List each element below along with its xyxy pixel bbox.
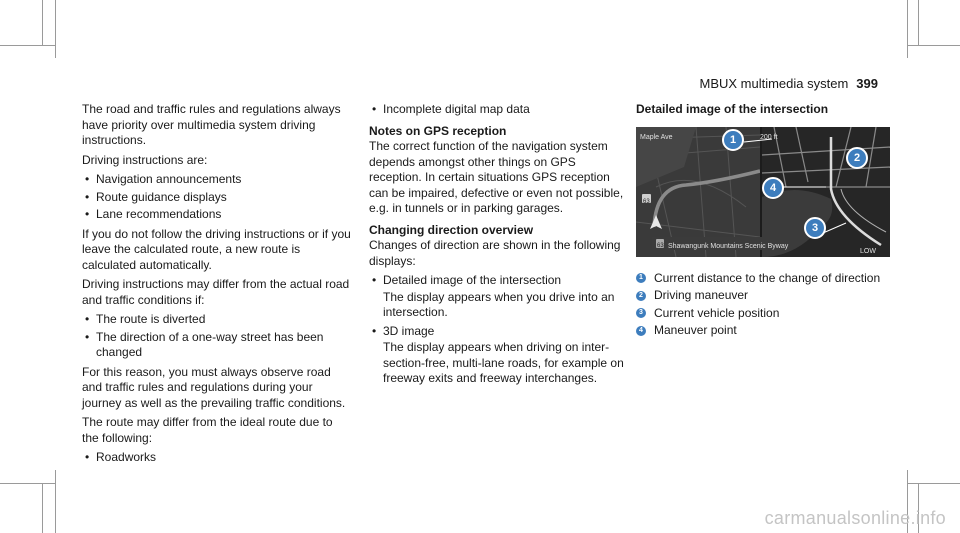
list-item: • The route is diverted [82, 312, 352, 328]
list-item: • Lane recommendations [82, 207, 352, 223]
legend-item [636, 271, 896, 287]
item-title: Detailed image of the intersection [383, 273, 562, 287]
legend-number: 4 [636, 326, 646, 336]
list-item: • Incomplete digital map data [369, 102, 631, 118]
route-badge-bottom: 63 [657, 242, 664, 249]
street-name-top: Maple Ave [640, 133, 673, 141]
crop-mark [55, 0, 56, 58]
legend-text: Current distance to the change of direction [654, 270, 881, 285]
item-title: 3D image [383, 323, 435, 338]
bullet-list [82, 172, 352, 223]
crop-mark [0, 483, 55, 484]
low-indicator: LOW [860, 247, 876, 255]
paragraph: Changes of direction are shown in the following displays: [369, 238, 621, 268]
crop-mark [907, 0, 908, 58]
figure-title: Detailed image of the intersection [636, 102, 829, 116]
route-badge: 63 [643, 198, 650, 205]
paragraph: Driving instructions are: [82, 152, 208, 167]
crop-mark [918, 0, 919, 45]
callout-2: 2 [846, 147, 868, 169]
section-heading: Changing direction overview [369, 222, 534, 237]
bullet-list [369, 273, 631, 387]
section-heading: Notes on GPS reception [369, 123, 507, 138]
crop-mark [55, 470, 56, 533]
street-name-bottom: Shawangunk Mountains Scenic Byway [668, 242, 789, 250]
list-item: • Route guidance displays [82, 190, 352, 206]
paragraph: Driving instructions may differ from the actual road and traffic conditions if: [82, 277, 350, 307]
paragraph: For this reason, you must always observe road and traffic rules and regulations during your journey as well as the prevailing traffic conditions. [82, 364, 346, 410]
crop-mark [907, 45, 960, 46]
crop-mark [907, 483, 960, 484]
intersection-figure [636, 127, 890, 257]
paragraph: If you do not follow the driving instructions or if you leave the calculated route, a new route is calculated automatically. [82, 226, 351, 272]
callout-3: 3 [804, 217, 826, 239]
paragraph: The road and traffic rules and regulations always have priority over multimedia system driving instructions. [82, 102, 341, 147]
section-title: MBUX multimedia system [699, 76, 849, 91]
legend-number: 3 [636, 308, 646, 318]
figure-legend [636, 271, 896, 339]
list-item: • The direction of a one-way street has been changed [82, 330, 352, 361]
legend-number: 1 [636, 273, 646, 283]
crop-mark [0, 45, 55, 46]
callout-4: 4 [762, 177, 784, 199]
bullet-list [82, 312, 352, 361]
bullet-list [82, 450, 352, 466]
legend-item [636, 323, 896, 339]
page-header [699, 76, 878, 91]
watermark-text: carmanualsonline.info [764, 508, 946, 528]
callout-1: 1 [722, 129, 744, 151]
column-left [82, 102, 352, 470]
legend-item [636, 306, 896, 322]
list-item [369, 324, 631, 387]
list-item: • Navigation announcements [82, 172, 352, 188]
column-right [636, 102, 896, 341]
item-description: The display appears when you drive into an intersection. [383, 289, 615, 319]
crop-mark [42, 483, 43, 533]
crop-mark [42, 0, 43, 45]
legend-number: 2 [636, 291, 646, 301]
item-description: The display appears when driving on inter-section-free, multi-lane roads, for example on freeway exits and freeway interchanges. [383, 340, 624, 385]
page-number: 399 [856, 76, 878, 91]
paragraph: The correct function of the navigation system depends amongst other things on GPS reception. In certain situations GPS reception can be impaired, defective or even not possible, e.g. in tunnels or in parking garages. [369, 139, 624, 215]
distance-label: 200 ft [760, 133, 778, 141]
legend-text: Driving maneuver [654, 288, 749, 302]
list-item [369, 273, 631, 321]
column-middle [369, 102, 631, 391]
legend-item [636, 288, 896, 304]
list-item: • Roadworks [82, 450, 352, 466]
legend-text: Maneuver point [654, 323, 737, 337]
legend-text: Current vehicle position [654, 305, 780, 320]
paragraph: The route may differ from the ideal route due to the following: [82, 415, 333, 445]
bullet-list [369, 102, 631, 118]
